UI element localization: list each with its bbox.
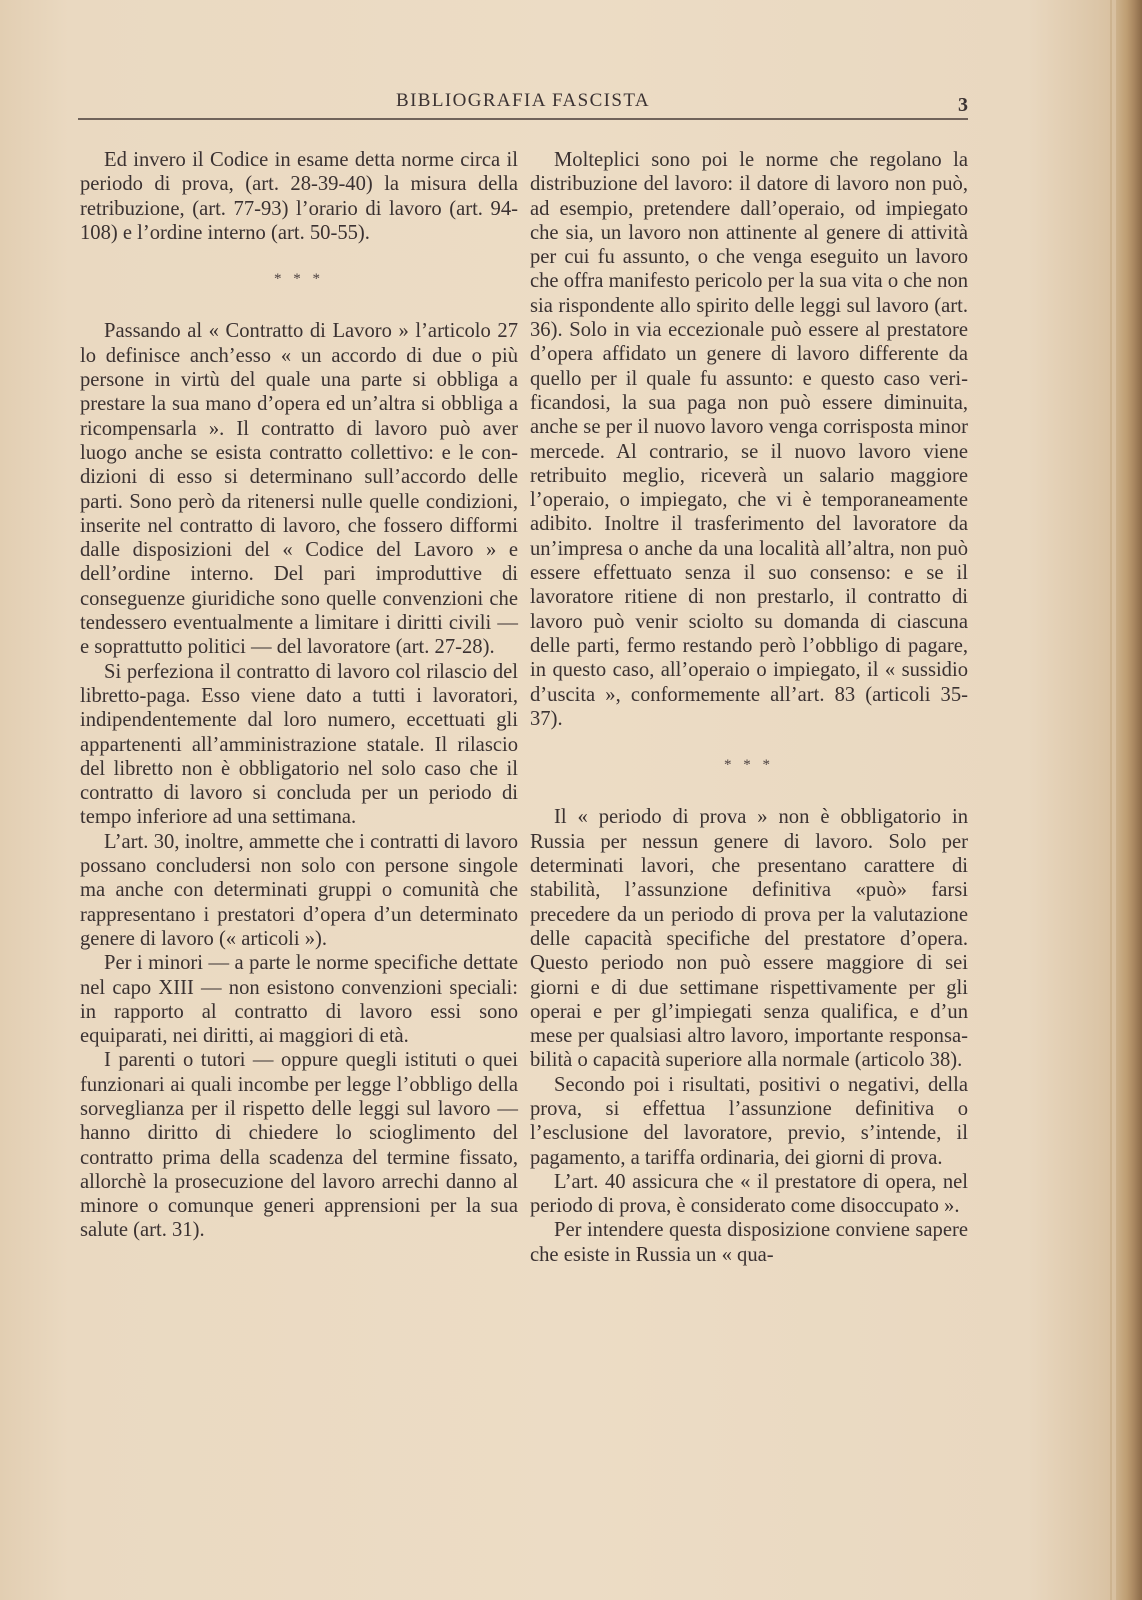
paragraph: I parenti o tutori — oppure quegli istituti o quei funzionari ai quali incombe per legge l’obbligo della sorveglianza per il rispetto delle leggi sul lavoro — hanno diritto di chiedere lo scioglimento del contratto prima della scadenza del termine fissato, allorchè la prosecuzione del lavoro arrechi danno al minore o comunque generi apprensioni per la sua salute (art. 31). <box>80 1049 518 1242</box>
paragraph: Secondo poi i risultati, positivi o negativi, della prova, si effettua l’assunzione definitiva o l’esclusione del lavoratore, previo, s’intende, il pagamento, a tariffa ordinaria, dei giorni di prova. <box>530 1073 968 1169</box>
page-edge-shadow <box>1116 0 1142 1600</box>
left-column <box>80 148 518 1243</box>
section-separator: * * * <box>724 757 774 774</box>
page-edge-line <box>1110 0 1112 1600</box>
paragraph: Si perfeziona il contratto di lavoro col rilascio del libretto-paga. Esso viene dato a tutti i lavoratori, indipendentemente dal loro numero, eccettuati gli appartenenti all’amministrazione statale. Il rilascio del libretto non è obbligatorio nel solo caso che il contratto di lavoro si concluda per un periodo di tempo inferiore ad una settimana. <box>80 660 518 829</box>
paragraph: Ed invero il Codice in esame detta norme circa il periodo di prova, (art. 28-39-40) la misura della retribuzione, (art. 77-93) l’orario di lavoro (art. 94-108) e l’ordine interno (art. 50-55). <box>80 149 518 244</box>
paragraph: Per intendere questa disposizione conviene sapere che esiste in Russia un « qua- <box>530 1219 968 1266</box>
paragraph: L’art. 40 assicura che « il prestatore di opera, nel periodo di prova, è considerato come disoccupato ». <box>530 1170 968 1218</box>
paragraph: Il « periodo di prova » non è obbligatorio in Russia per nessun genere di lavoro. Solo per determinati lavori, che presentano carattere di stabilità, l’assunzione definitiva «può» farsi precedere da un periodo di prova per la valutazione delle capacità specifiche del prestatore d’opera. Questo periodo non può essere maggiore di sei giorni e di due settimane rispettivamente per gli operai e per gl’impiegati senza qualifica, e d’un mese per qualsiasi altro lavoro, importante responsabilità o capacità superiore alla normale (articolo 38). <box>530 806 968 1072</box>
right-column <box>530 148 968 1267</box>
paragraph: Per i minori — a parte le norme specifiche dettate nel capo XIII — non esistono convenzioni speciali: in rapporto al contratto di lavoro essi sono equiparati, nei diritti, ai maggiori di età. <box>80 952 518 1048</box>
paragraph: Molteplici sono poi le norme che regolano la distribuzione del lavoro: il datore di lavoro non può, ad esempio, pretendere dall’operaio, od impiegato che sia, un lavoro non attinente al genere di attività per cui fu assunto, o che venga eseguito un lavoro che offra manifesto pericolo per la sua vita o che non sia rispondente allo spirito delle leggi sul lavoro (art. 36). Solo in via eccezionale può essere al prestatore d’opera affidato un genere di lavoro differente da quello per il quale fu assunto: e questo caso verificandosi, la sua paga non può essere diminuita, anche se per il nuovo lavoro venga corrisposta minor mercede. Al contrario, se il nuovo lavoro viene retribuito meglio, riceverà un salario maggiore l’operaio, o impiegato, che vi è temporaneamente adibito. Inoltre il trasferimento del lavoratore da un’impresa o anche da una località all’altra, non può essere effettuato senza il suo consenso: e se il lavoratore ritiene di non prestarlo, il contratto di lavoro può venir sciolto su domanda di ciascuna delle parti, fermo restando però l’obbligo di pagare, in questo caso, all’operaio o impiegato, il « sussidio d’uscita », conformemente all’art. 83 (articoli 35-37). <box>530 149 968 730</box>
page-number: 3 <box>958 94 968 116</box>
paragraph: Passando al « Contratto di Lavoro » l’articolo 27 lo definisce anch’esso « un accordo di due o più persone in virtù del quale una parte si obbliga a prestare la sua mano d’opera ed un’altra si obbliga a ricompensarla ». Il contratto di lavoro può aver luogo anche se esista contratto collettivo: e le condizioni di esso si determinano sull’accordo delle parti. Sono però da ritenersi nulle quelle condizioni, inserite nel contratto di lavoro, che fossero difformi dalle disposizioni del « Codice del Lavoro » e dell’ordine interno. Del pari improduttive di conseguenze giuridiche sono quelle convenzioni che tendessero eventualmente a limitare i diritti civili — e soprattutto politici — del lavoratore (art. 27-28). <box>80 320 518 659</box>
header-rule <box>78 118 968 120</box>
section-separator: * * * <box>274 271 324 288</box>
running-header <box>78 84 968 122</box>
running-title: BIBLIOGRAFIA FASCISTA <box>396 90 650 111</box>
paragraph: L’art. 30, inoltre, ammette che i contratti di lavoro possano concludersi non solo con persone singole ma anche con determinati gruppi o comunità che rappresentano i prestatori d’opera d’un determinato genere di lavoro (« articoli »). <box>80 830 518 950</box>
